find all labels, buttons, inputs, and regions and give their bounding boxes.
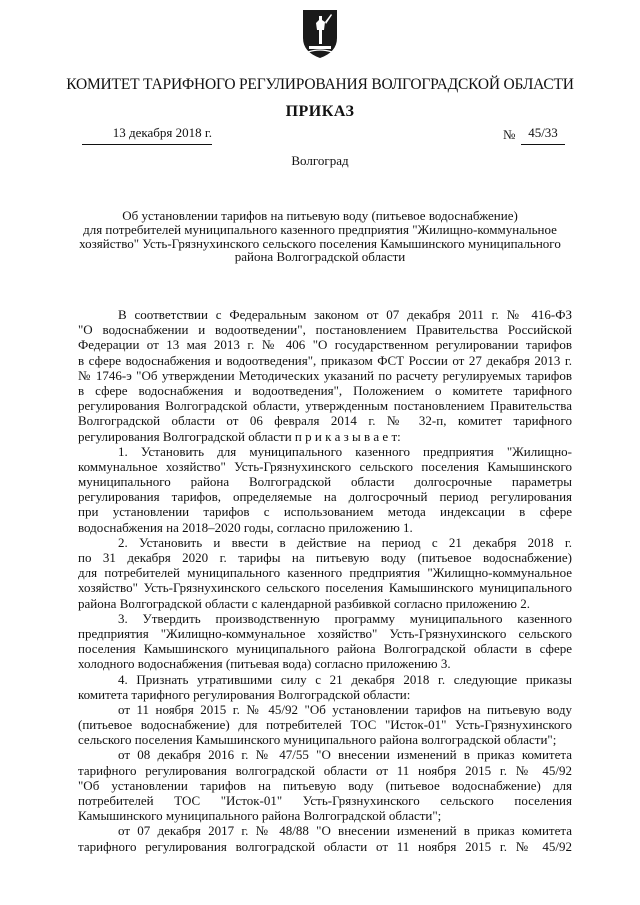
city-name: Волгоград	[291, 153, 349, 168]
body-line: (питьевое водоснабжение) для потребителей ТОС "Исток-01" Усть-Грязнухинского	[78, 717, 572, 733]
body-line: поселения Камышинского муниципального района Волгоградской области в сфере	[78, 641, 572, 657]
body-line: "О водоснабжении и водоотведении", постановлением Правительства Российской	[78, 322, 572, 338]
body-line: предприятия "Жилищно-коммунальное хозяйство" Усть-Грязнухинского сельского	[78, 625, 572, 641]
volgograd-emblem-icon	[300, 8, 340, 60]
order-number: 45/33	[521, 125, 565, 145]
body-line: в сфере водоснабжения и водоотведения", приказом ФСТ России от 27 декабря 2013 г.	[78, 352, 572, 368]
subject-line: хозяйство" Усть-Грязнухинского сельского поселения Камышинского муниципального	[79, 235, 561, 251]
body-line: по 31 декабря 2020 г. тарифы на питьевую воду (питьевое водоснабжение)	[78, 550, 572, 565]
body-line: Федерации от 13 мая 2013 г. № 406 "О государственном регулировании тарифов	[78, 337, 572, 353]
body-line: 4. Признать утратившими силу с 21 декабря 2018 г. следующие приказы	[118, 671, 572, 687]
body-line: 2. Установить и ввести в действие на период с 21 декабря 2018 г.	[118, 534, 572, 550]
body-line: для потребителей муниципального казенного предприятия "Жилищно-коммунальное	[78, 565, 572, 581]
body-line: от 11 ноября 2015 г. № 45/92 "Об установлении тарифов на питьевую воду	[118, 701, 572, 717]
body-line: Волгоградской области от 06 февраля 2014 г. № 32-п, комитет тарифного	[78, 413, 572, 429]
body-line: от 07 декабря 2017 г. № 48/88 "О внесении изменений в приказ комитета	[118, 823, 572, 839]
body-line: муниципального района Волгоградской области долгосрочные параметры	[78, 474, 572, 490]
body-line: тарифного регулирования волгоградской области от 11 ноября 2015 г. № 45/92	[78, 762, 572, 778]
body-line: водоснабжения на 2018–2020 годы, согласно приложению 1.	[78, 519, 413, 535]
body-line: 3. Утвердить производственную программу муниципального казенного	[118, 610, 572, 626]
body-line: от 08 декабря 2016 г. № 47/55 "О внесении изменений в приказ комитета	[118, 747, 572, 763]
body-line: комитета тарифного регулирования Волгоградской области:	[78, 686, 411, 702]
subject-line: для потребителей муниципального казенного предприятия "Жилищно-коммунальное	[83, 221, 557, 237]
order-title: ПРИКАЗ	[285, 103, 355, 120]
body-line: потребителей ТОС "Исток-01" Усть-Грязнухинского сельского поселения	[78, 793, 572, 808]
body-line: в сфере водоснабжения и водоотведения", Положением о комитете тарифного	[78, 382, 572, 398]
body-line: Камышинского муниципального района Волгоградской области";	[78, 808, 442, 824]
committee-name: КОМИТЕТ ТАРИФНОГО РЕГУЛИРОВАНИЯ ВОЛГОГРАДСКОЙ ОБЛАСТИ	[66, 76, 574, 93]
order-body	[78, 307, 572, 854]
body-line: регулирования Волгоградской области, утвержденным постановлением Правительства	[78, 398, 572, 414]
body-line: регулирования тарифов, определяемые на долгосрочный период регулирования	[78, 489, 572, 505]
number-label: №	[503, 127, 516, 142]
body-line: коммунальное хозяйство" Усть-Грязнухинского сельского поселения Камышинского	[78, 458, 572, 474]
order-date: 13 декабря 2018 г.	[82, 125, 212, 145]
body-line: сельского поселения Камышинского муниципального района волгоградской области";	[78, 732, 557, 748]
body-line: 1. Установить для муниципального казенного предприятия "Жилищно-	[118, 443, 572, 459]
body-line: холодного водоснабжения (питьевая вода) согласно приложению 3.	[78, 656, 451, 672]
order-subject	[78, 209, 562, 264]
body-line: при установлении тарифов с использованием метода индексации в сфере	[78, 504, 572, 520]
body-line: № 1746-э "Об утверждении Методических указаний по расчету регулируемых тарифов	[78, 367, 572, 383]
body-line: тарифного регулирования волгоградской области от 11 ноября 2015 г. № 45/92	[78, 838, 572, 854]
body-line: района Волгоградской области с календарной разбивкой согласно приложению 2.	[78, 595, 530, 611]
body-line: В соответствии с Федеральным законом от 07 декабря 2011 г. № 416-ФЗ	[118, 307, 572, 322]
subject-line: района Волгоградской области	[234, 249, 406, 265]
subject-line: Об установлении тарифов на питьевую воду (питьевое водоснабжение)	[122, 208, 518, 223]
body-line: регулирования Волгоградской области п р и к а з ы в а е т:	[78, 428, 401, 444]
body-line: хозяйство" Усть-Грязнухинского сельского поселения Камышинского муниципального	[78, 580, 572, 596]
body-line: "Об установлении тарифов на питьевую воду (питьевое водоснабжение) для	[78, 777, 572, 793]
